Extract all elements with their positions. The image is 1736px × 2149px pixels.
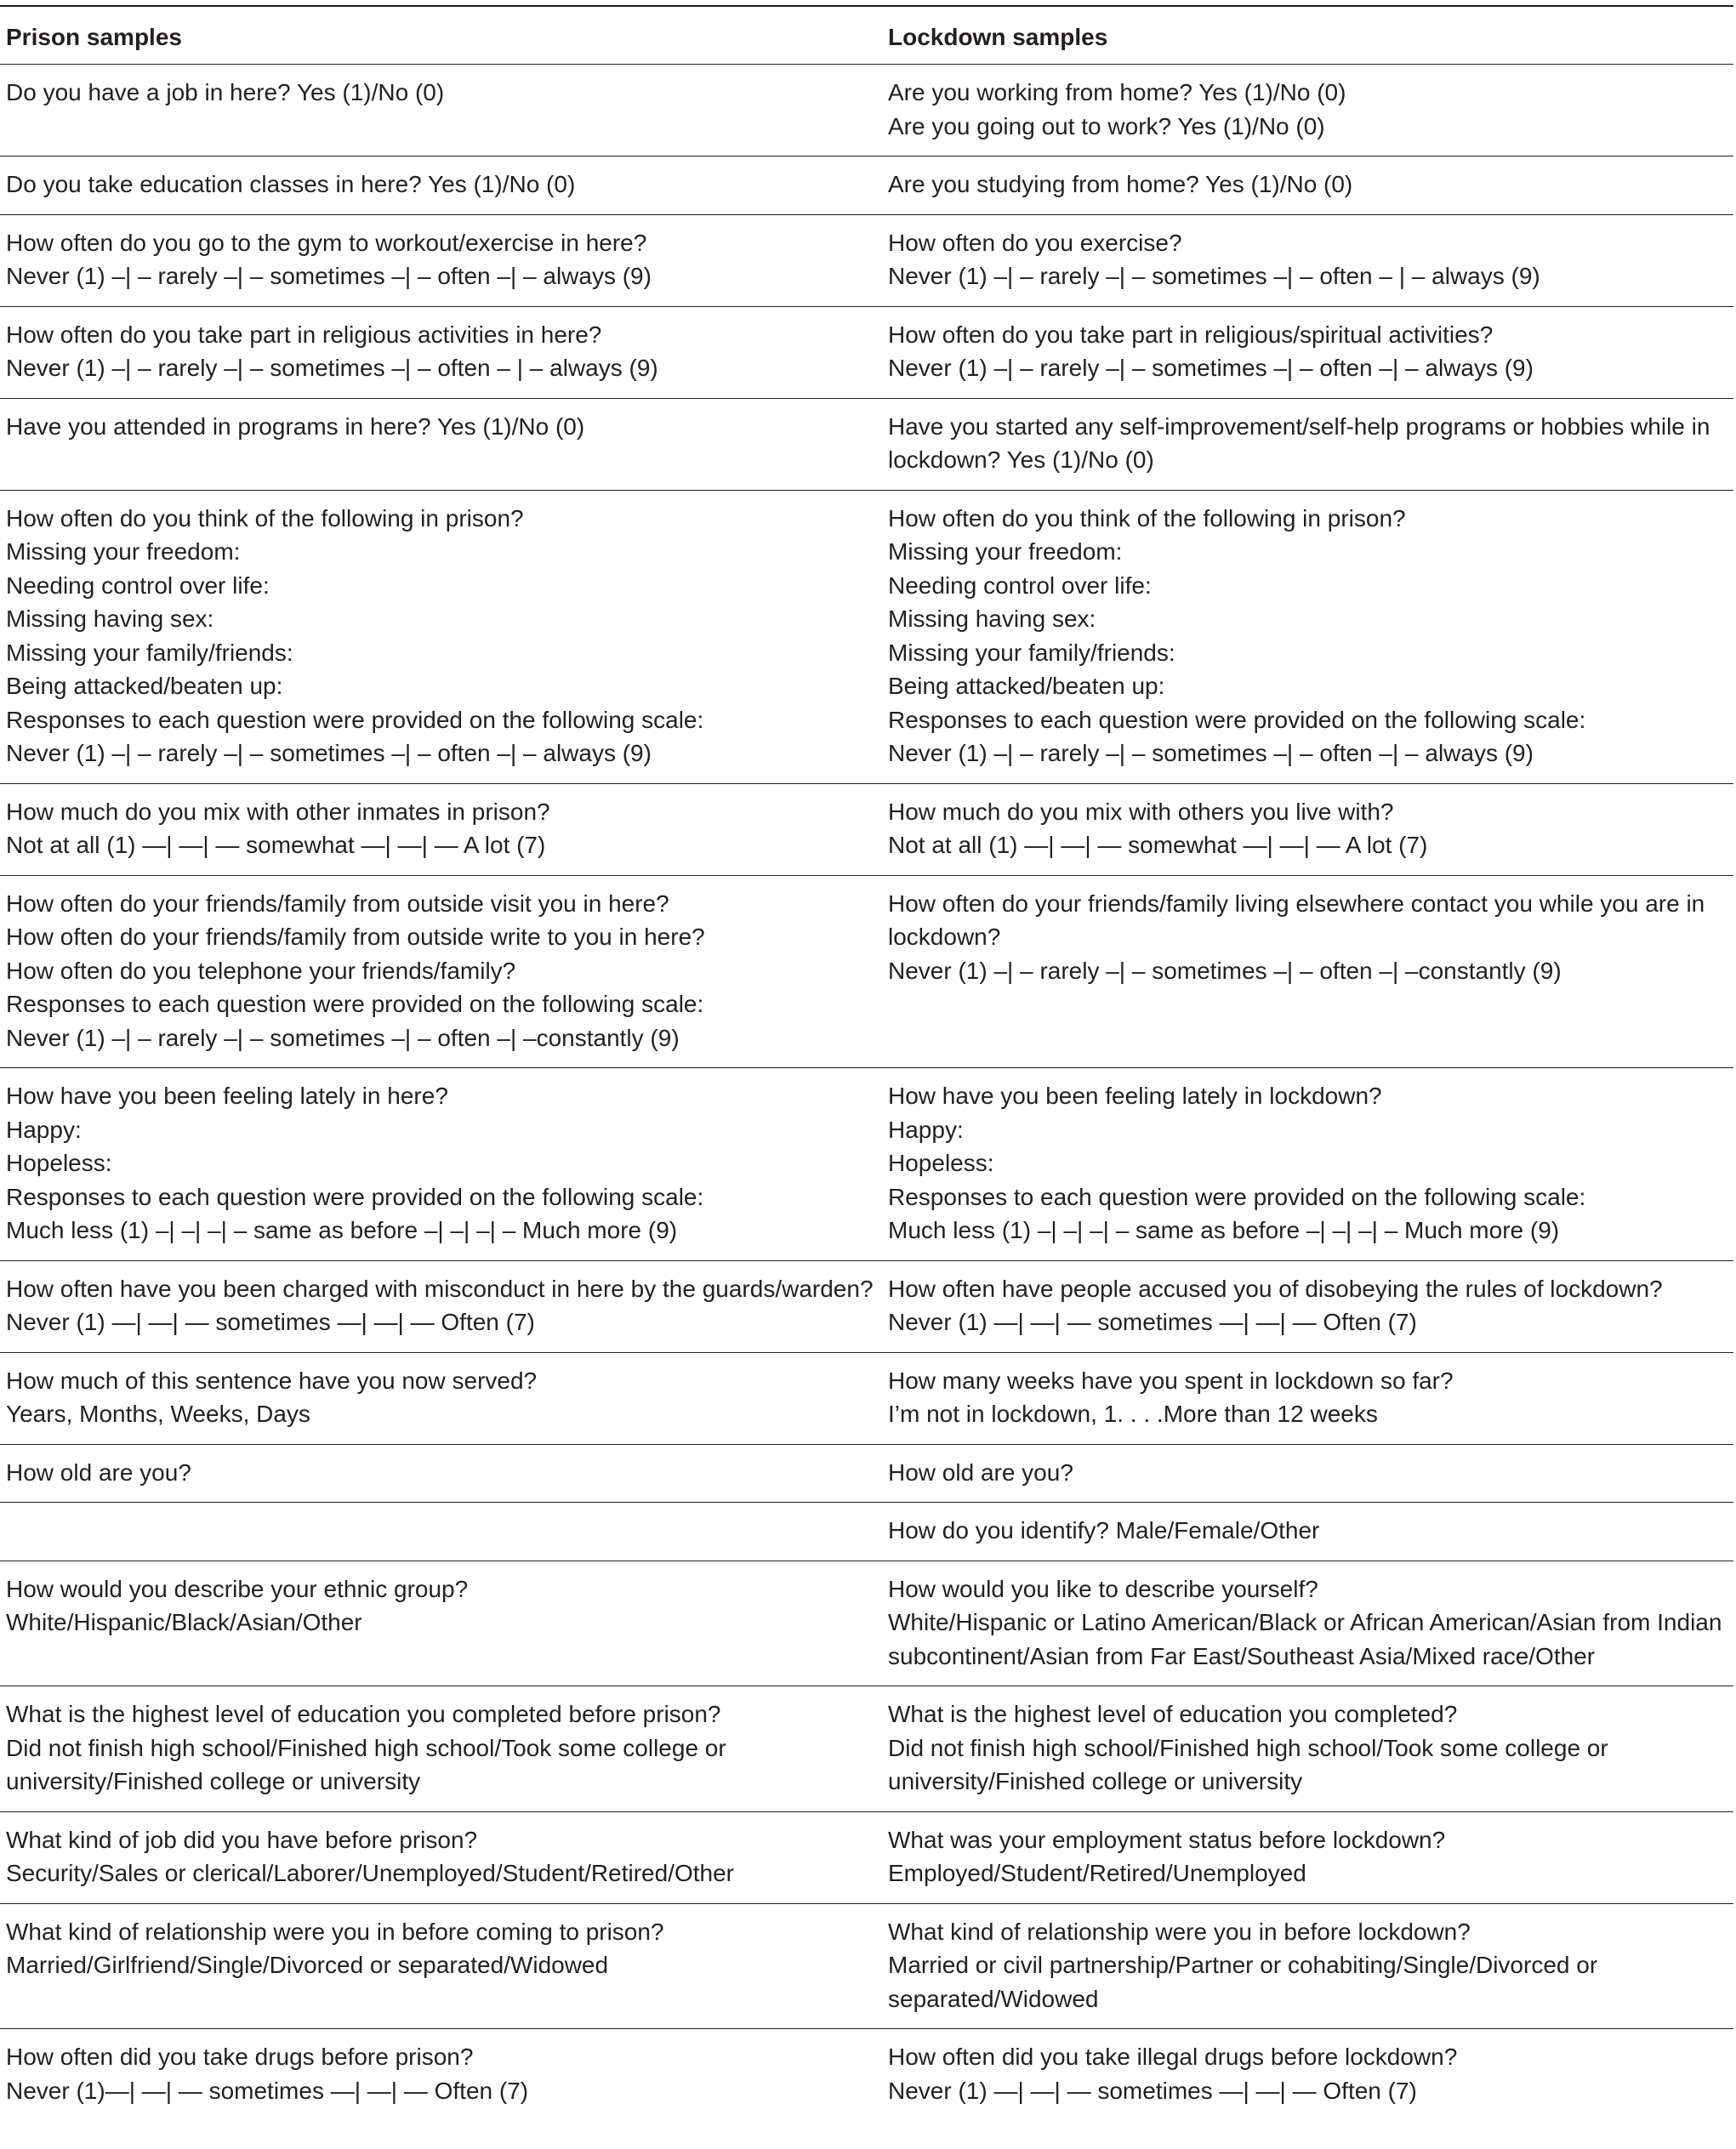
lockdown-cell bbox=[882, 783, 1733, 875]
lockdown-cell-line: Employed/Student/Retired/Unemployed bbox=[888, 1860, 1306, 1886]
lockdown-cell bbox=[882, 1903, 1733, 2029]
lockdown-cell-line: lockdown? Yes (1)/No (0) bbox=[888, 446, 1154, 473]
table-row bbox=[0, 783, 1733, 875]
lockdown-cell-line: What is the highest level of education you completed? bbox=[888, 1701, 1458, 1727]
lockdown-cell-line: I’m not in lockdown, 1. . . .More than 12 weeks bbox=[888, 1401, 1378, 1427]
prison-cell-line: Never (1) –| – rarely –| – sometimes –| – often –| –constantly (9) bbox=[6, 1024, 680, 1051]
table-row bbox=[0, 306, 1733, 398]
lockdown-cell bbox=[882, 398, 1733, 490]
prison-cell bbox=[0, 1352, 882, 1444]
lockdown-cell bbox=[882, 1811, 1733, 1903]
prison-cell-line: How often do you telephone your friends/family? bbox=[6, 957, 516, 984]
prison-cell bbox=[0, 306, 882, 398]
lockdown-cell-line: What kind of relationship were you in before lockdown? bbox=[888, 1918, 1471, 1945]
prison-cell-line: Happy: bbox=[6, 1116, 82, 1143]
prison-cell-line: How often do your friends/family from outside write to you in here? bbox=[6, 924, 705, 950]
lockdown-cell bbox=[882, 875, 1733, 1068]
prison-cell-line: Married/Girlfriend/Single/Divorced or separated/Widowed bbox=[6, 1952, 609, 1978]
prison-cell-line: How often did you take drugs before prison? bbox=[6, 2044, 474, 2070]
prison-cell bbox=[0, 2029, 882, 2108]
prison-cell-line: How much of this sentence have you now served? bbox=[6, 1367, 538, 1394]
prison-cell bbox=[0, 1068, 882, 1261]
lockdown-cell-line: What was your employment status before lockdown? bbox=[888, 1826, 1446, 1853]
lockdown-cell-line: Never (1) –| – rarely –| – sometimes –| – often – | – always (9) bbox=[888, 263, 1540, 289]
lockdown-cell-line: Are you going out to work? Yes (1)/No (0) bbox=[888, 112, 1325, 139]
prison-cell-line: Missing your family/friends: bbox=[6, 639, 293, 666]
lockdown-cell-line: Never (1) –| – rarely –| – sometimes –| – often –| – always (9) bbox=[888, 740, 1534, 766]
lockdown-cell bbox=[882, 1686, 1733, 1812]
prison-cell bbox=[0, 398, 882, 490]
prison-cell-line: Not at all (1) —| —| — somewhat —| —| — A lot (7) bbox=[6, 832, 546, 858]
prison-cell-line: Hopeless: bbox=[6, 1150, 112, 1176]
prison-cell-line: How would you describe your ethnic group? bbox=[6, 1575, 469, 1602]
prison-cell-line: Never (1)—| —| — sometimes —| —| — Often (7) bbox=[6, 2077, 529, 2104]
table-row bbox=[0, 2029, 1733, 2108]
lockdown-cell-line: How often do you think of the following in prison? bbox=[888, 504, 1406, 532]
prison-cell bbox=[0, 65, 882, 156]
prison-cell bbox=[0, 1561, 882, 1686]
prison-cell-line: Being attacked/beaten up: bbox=[6, 673, 283, 699]
lockdown-cell-line: Missing having sex: bbox=[888, 605, 1096, 632]
prison-cell bbox=[0, 1686, 882, 1812]
table-row bbox=[0, 1352, 1733, 1444]
prison-cell-line: Responses to each question were provided on the following scale: bbox=[6, 991, 704, 1017]
prison-cell-line: Missing having sex: bbox=[6, 605, 214, 632]
prison-cell-line: Needing control over life: bbox=[6, 571, 270, 599]
lockdown-cell-line: Are you studying from home? Yes (1)/No (0) bbox=[888, 171, 1353, 197]
lockdown-cell bbox=[882, 1352, 1733, 1444]
table-row bbox=[0, 1503, 1733, 1561]
prison-cell-line: Never (1) –| – rarely –| – sometimes –| – often –| – always (9) bbox=[6, 740, 652, 766]
lockdown-cell-line: Needing control over life: bbox=[888, 571, 1152, 599]
prison-cell-line: Years, Months, Weeks, Days bbox=[6, 1401, 310, 1427]
prison-cell-line: How much do you mix with other inmates in prison? bbox=[6, 798, 550, 825]
prison-cell-line: How often do you go to the gym to workout/exercise in here? bbox=[6, 229, 647, 256]
lockdown-cell-line: Not at all (1) —| —| — somewhat —| —| — A lot (7) bbox=[888, 832, 1428, 858]
lockdown-cell-line: Are you working from home? Yes (1)/No (0) bbox=[888, 79, 1346, 105]
lockdown-cell-line: How old are you? bbox=[888, 1458, 1073, 1486]
prison-cell-line: Never (1) –| – rarely –| – sometimes –| – often –| – always (9) bbox=[6, 263, 652, 289]
prison-samples-header: Prison samples bbox=[0, 6, 882, 65]
table-row bbox=[0, 875, 1733, 1068]
prison-cell-line: How often have you been charged with misconduct in here by the guards/warden? bbox=[6, 1275, 874, 1302]
prison-cell-line: Do you have a job in here? Yes (1)/No (0) bbox=[6, 79, 445, 105]
lockdown-cell-line: How often have people accused you of disobeying the rules of lockdown? bbox=[888, 1275, 1663, 1302]
lockdown-cell-line: Responses to each question were provided on the following scale: bbox=[888, 1183, 1586, 1210]
lockdown-cell-line: How much do you mix with others you live with? bbox=[888, 798, 1394, 825]
lockdown-cell-line: lockdown? bbox=[888, 924, 1001, 950]
lockdown-cell-line: Did not finish high school/Finished high school/Took some college or bbox=[888, 1734, 1608, 1761]
table-row bbox=[0, 156, 1733, 215]
table-row bbox=[0, 1444, 1733, 1503]
lockdown-cell bbox=[882, 1260, 1733, 1352]
table-row bbox=[0, 1260, 1733, 1352]
prison-cell bbox=[0, 1503, 882, 1561]
lockdown-cell-line: Much less (1) –| –| –| – same as before –| –| –| – Much more (9) bbox=[888, 1217, 1560, 1243]
lockdown-cell-line: How often did you take illegal drugs before lockdown? bbox=[888, 2044, 1458, 2070]
lockdown-cell-line: How do you identify? Male/Female/Other bbox=[888, 1517, 1320, 1544]
table-row bbox=[0, 398, 1733, 490]
prison-cell-line: Responses to each question were provided on the following scale: bbox=[6, 1183, 704, 1210]
prison-cell bbox=[0, 1260, 882, 1352]
lockdown-cell-line: Missing your family/friends: bbox=[888, 639, 1175, 666]
lockdown-cell-line: White/Hispanic or Latino American/Black or African American/Asian from Indian bbox=[888, 1609, 1722, 1635]
lockdown-cell-line: subcontinent/Asian from Far East/Southeast Asia/Mixed race/Other bbox=[888, 1642, 1596, 1669]
prison-cell bbox=[0, 214, 882, 306]
prison-cell bbox=[0, 490, 882, 783]
lockdown-cell bbox=[882, 1503, 1733, 1561]
lockdown-cell-line: university/Finished college or university bbox=[888, 1768, 1303, 1794]
lockdown-cell-line: Happy: bbox=[888, 1116, 964, 1143]
table-row bbox=[0, 1686, 1733, 1812]
lockdown-cell bbox=[882, 214, 1733, 306]
prison-cell-line: How old are you? bbox=[6, 1458, 191, 1486]
lockdown-cell-line: How often do you exercise? bbox=[888, 229, 1182, 256]
lockdown-cell-line: Never (1) –| – rarely –| – sometimes –| – often –| –constantly (9) bbox=[888, 957, 1562, 984]
lockdown-cell-line: Responses to each question were provided on the following scale: bbox=[888, 706, 1586, 733]
prison-cell bbox=[0, 156, 882, 215]
table-row bbox=[0, 1561, 1733, 1686]
table-row bbox=[0, 214, 1733, 306]
lockdown-cell-line: Never (1) –| – rarely –| – sometimes –| – often –| – always (9) bbox=[888, 355, 1534, 381]
lockdown-cell-line: Missing your freedom: bbox=[888, 538, 1123, 565]
prison-cell-line: Never (1) –| – rarely –| – sometimes –| – often – | – always (9) bbox=[6, 355, 658, 381]
lockdown-cell-line: Hopeless: bbox=[888, 1150, 994, 1176]
prison-cell-line: Security/Sales or clerical/Laborer/Unemployed/Student/Retired/Other bbox=[6, 1860, 734, 1886]
table-body bbox=[0, 65, 1733, 2108]
prison-cell bbox=[0, 1811, 882, 1903]
lockdown-cell bbox=[882, 490, 1733, 783]
prison-cell-line: How often do you think of the following in prison? bbox=[6, 504, 524, 532]
prison-cell-line: How have you been feeling lately in here? bbox=[6, 1083, 448, 1109]
lockdown-cell-line: separated/Widowed bbox=[888, 1985, 1099, 2012]
lockdown-cell bbox=[882, 1068, 1733, 1261]
prison-cell bbox=[0, 1444, 882, 1503]
lockdown-cell-line: How often do your friends/family living elsewhere contact you while you are in bbox=[888, 890, 1705, 917]
prison-cell-line: university/Finished college or university bbox=[6, 1768, 421, 1794]
lockdown-cell bbox=[882, 1561, 1733, 1686]
prison-cell-line: What kind of relationship were you in before coming to prison? bbox=[6, 1918, 664, 1945]
lockdown-cell-line: How many weeks have you spent in lockdown so far? bbox=[888, 1367, 1454, 1394]
lockdown-cell-line: How often do you take part in religious/spiritual activities? bbox=[888, 321, 1494, 348]
lockdown-cell-line: Have you started any self-improvement/self-help programs or hobbies while in bbox=[888, 412, 1710, 440]
prison-cell-line: How often do your friends/family from outside visit you in here? bbox=[6, 890, 669, 917]
lockdown-cell bbox=[882, 1444, 1733, 1503]
prison-cell bbox=[0, 1903, 882, 2029]
prison-cell bbox=[0, 875, 882, 1068]
lockdown-cell bbox=[882, 2029, 1733, 2108]
lockdown-cell-line: Never (1) —| —| — sometimes —| —| — Often (7) bbox=[888, 2077, 1417, 2104]
prison-cell-line: Missing your freedom: bbox=[6, 538, 241, 565]
prison-cell-line: What is the highest level of education you completed before prison? bbox=[6, 1701, 721, 1727]
table-row bbox=[0, 65, 1733, 156]
prison-cell-line: How often do you take part in religious activities in here? bbox=[6, 321, 602, 348]
lockdown-cell-line: Never (1) —| —| — sometimes —| —| — Often (7) bbox=[888, 1309, 1417, 1335]
table-row bbox=[0, 1903, 1733, 2029]
questionnaire-table bbox=[0, 5, 1733, 2107]
lockdown-cell-line: How would you like to describe yourself? bbox=[888, 1575, 1318, 1602]
table-row bbox=[0, 490, 1733, 783]
lockdown-cell bbox=[882, 65, 1733, 156]
prison-cell-line: Did not finish high school/Finished high school/Took some college or bbox=[6, 1734, 726, 1761]
prison-cell-line: White/Hispanic/Black/Asian/Other bbox=[6, 1609, 362, 1635]
prison-cell-line: Do you take education classes in here? Yes (1)/No (0) bbox=[6, 171, 576, 197]
lockdown-samples-header: Lockdown samples bbox=[882, 6, 1733, 65]
lockdown-cell bbox=[882, 306, 1733, 398]
lockdown-cell-line: Married or civil partnership/Partner or cohabiting/Single/Divorced or bbox=[888, 1952, 1598, 1978]
prison-cell-line: Responses to each question were provided on the following scale: bbox=[6, 706, 704, 733]
prison-cell-line: What kind of job did you have before prison? bbox=[6, 1826, 478, 1853]
lockdown-cell-line: How have you been feeling lately in lockdown? bbox=[888, 1083, 1382, 1109]
lockdown-cell bbox=[882, 156, 1733, 215]
table-row bbox=[0, 1068, 1733, 1261]
table-row bbox=[0, 1811, 1733, 1903]
header-row bbox=[0, 6, 1733, 65]
prison-cell-line: Never (1) —| —| — sometimes —| —| — Often (7) bbox=[6, 1309, 535, 1335]
prison-cell bbox=[0, 783, 882, 875]
lockdown-cell-line: Being attacked/beaten up: bbox=[888, 673, 1165, 699]
prison-cell-line: Have you attended in programs in here? Yes (1)/No (0) bbox=[6, 412, 585, 440]
prison-cell-line: Much less (1) –| –| –| – same as before –| –| –| – Much more (9) bbox=[6, 1217, 678, 1243]
